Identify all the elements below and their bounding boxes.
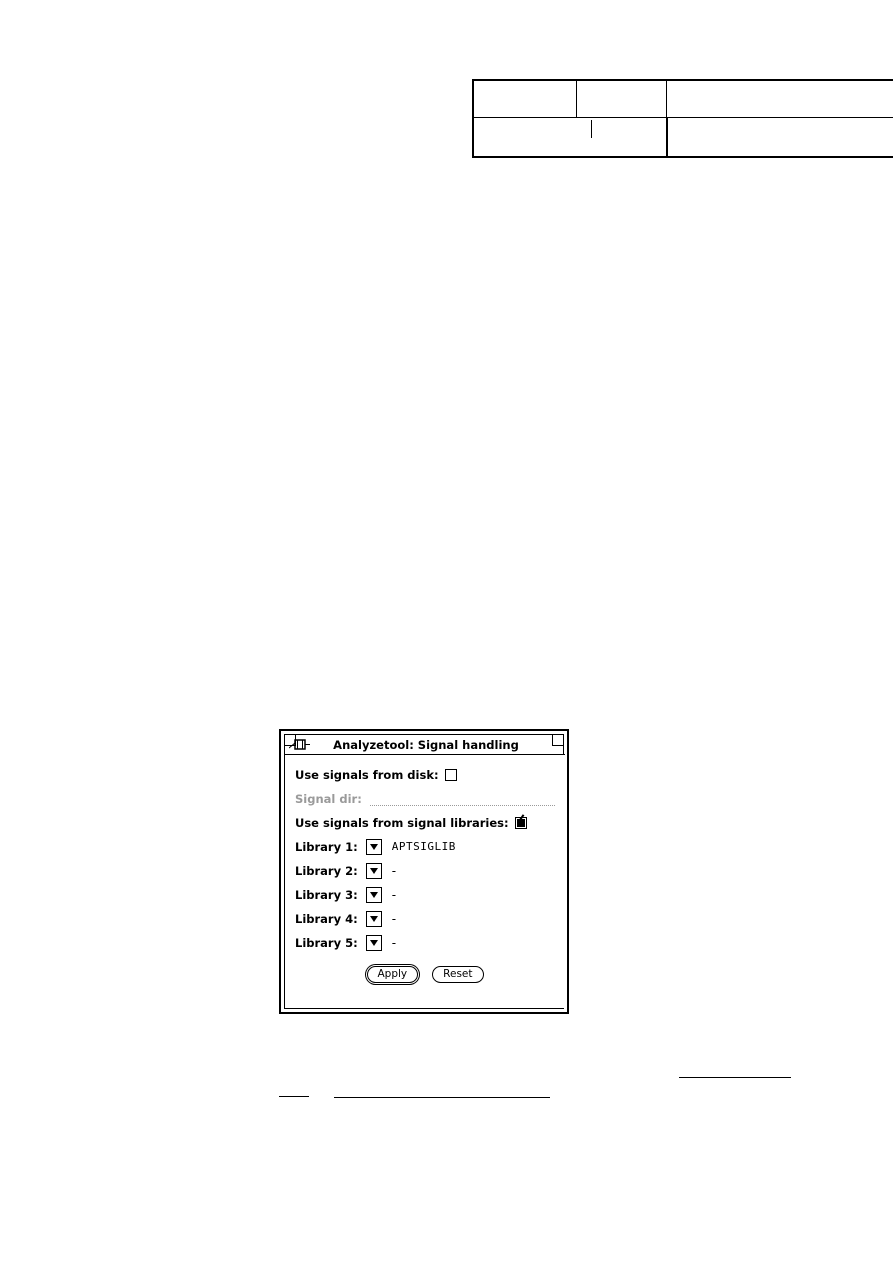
table-divider (666, 118, 668, 158)
signal-dir-row[interactable] (295, 787, 555, 810)
use-signals-from-libraries-label: Use signals from signal libraries: (295, 815, 509, 830)
library-3-row[interactable] (295, 883, 555, 906)
footnote-rule-right (679, 1077, 791, 1078)
library-4-dropdown-icon[interactable] (366, 911, 382, 927)
library-1-row[interactable] (295, 835, 555, 858)
use-signals-from-libraries-row[interactable] (295, 811, 555, 834)
table-divider (472, 118, 474, 158)
table-divider (666, 79, 667, 118)
library-2-value: - (391, 863, 397, 878)
library-2-row[interactable] (295, 859, 555, 882)
library-4-row[interactable] (295, 907, 555, 930)
table-divider (576, 79, 577, 118)
library-5-dropdown-icon[interactable] (366, 935, 382, 951)
library-3-dropdown-icon[interactable] (366, 887, 382, 903)
table-row (472, 118, 893, 158)
library-1-dropdown-icon[interactable] (366, 839, 382, 855)
signal-dir-input[interactable] (370, 792, 555, 806)
library-4-value: - (391, 911, 397, 926)
table-divider (472, 79, 474, 118)
footnote-rule-long (334, 1097, 550, 1098)
library-1-label: Library 1: (295, 839, 358, 854)
footnote-rule-short (279, 1096, 309, 1097)
dialog-client-area (285, 755, 565, 1008)
dialog-button-row (295, 966, 555, 983)
table-row (472, 79, 893, 118)
window-menu-icon[interactable] (287, 736, 313, 754)
library-2-dropdown-icon[interactable] (366, 863, 382, 879)
window-title: Analyzetool: Signal handling (333, 737, 519, 752)
reset-button[interactable]: Reset (432, 966, 483, 983)
library-2-label: Library 2: (295, 863, 358, 878)
top-table-fragment (472, 79, 893, 158)
library-4-label: Library 4: (295, 911, 358, 926)
use-signals-from-libraries-checkbox[interactable] (515, 817, 527, 829)
signal-handling-dialog[interactable] (279, 729, 569, 1014)
apply-button[interactable]: Apply (367, 966, 419, 983)
use-signals-from-disk-row[interactable] (295, 763, 555, 786)
signal-dir-label: Signal dir: (295, 791, 362, 806)
table-divider (591, 120, 592, 138)
library-5-label: Library 5: (295, 935, 358, 950)
library-5-row[interactable] (295, 931, 555, 954)
title-bar[interactable] (285, 735, 565, 755)
library-3-value: - (391, 887, 397, 902)
library-3-label: Library 3: (295, 887, 358, 902)
library-1-value: APTSIGLIB (391, 840, 456, 853)
use-signals-from-disk-checkbox[interactable] (445, 769, 457, 781)
use-signals-from-disk-label: Use signals from disk: (295, 767, 439, 782)
library-5-value: - (391, 935, 397, 950)
